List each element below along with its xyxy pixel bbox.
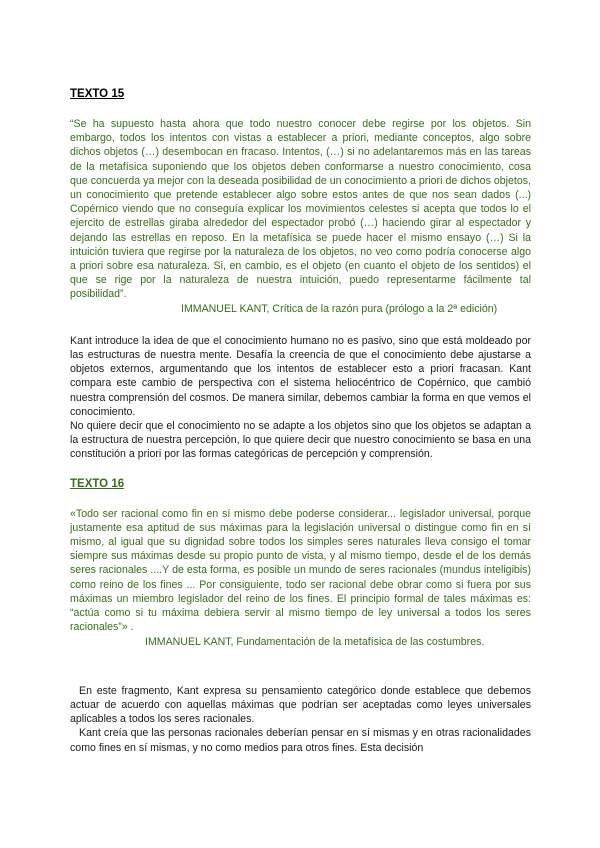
- texto-16-commentary-1: En este fragmento, Kant expresa su pensamiento categórico donde establece que debemos actuar de acuerdo con aquellas máximas que podrían ser aceptadas como leyes universales aplicables a todos los seres racionales.: [70, 684, 531, 726]
- texto-16-citation: IMMANUEL KANT, Fundamentación de la metafísica de las costumbres.: [145, 635, 485, 648]
- texto-15-commentary-2: No quiere decir que el conocimiento no se adapte a los objetos sino que los objetos se adaptan a la estructura de nuestra percepción, lo que quiere decir que nuestro conocimiento se basa en una constitución a priori por las formas categóricas de percepción y comprensión.: [70, 420, 531, 461]
- texto-15-commentary-1: Kant introduce la idea de que el conocimiento humano no es pasivo, sino que está moldeado por las estructuras de nuestra mente. Desafía la creencia de que el conocimiento debe ajustarse a objetos externos, argumentando que los intentos de establecer esto a priori fracasan. Kant compara este cambio de perspectiva con el sistema heliocéntrico de Copérnico, que cambió nuestra comprensión del cosmos. De manera similar, debemos cambiar la forma en que vemos el conocimiento.: [70, 334, 531, 418]
- texto-15-heading: TEXTO 15: [70, 88, 125, 100]
- texto-16-commentary-2: Kant creía que las personas racionales deberían pensar en sí mismas y en otras racionalidades como fines en sí mismas, y no como medios para otros fines. Esta decisión: [70, 727, 531, 754]
- texto-16-quote: «Todo ser racional como fin en sí mismo debe poderse considerar... legislador universal, porque justamente esa aptitud de sus máximas para la legislación universal o distingue como fin en sí mismo, al igual que su dignidad sobre todos los simples seres naturales lleva consigo el tomar siempre sus máximas desde su propio punto de vista, y al mismo tiempo, desde el de los demás seres racionales ....Y de esta forma, es posible un mundo de seres racionales (mundus inteligibis) como reino de los fines ... Por consiguiente, todo ser racional debe obrar como si fuera por sus máximas un miembro legislador del reino de los fines. El principio formal de tales máximas es: “actúa como si tu máxima debiera servir al mismo tiempo de ley universal a todos los seres racionales”» .: [70, 507, 531, 634]
- texto-15-citation: IMMANUEL KANT, Crítica de la razón pura (prólogo a la 2ª edición): [181, 302, 498, 315]
- texto-16-heading: TEXTO 16: [70, 477, 125, 490]
- texto-15-quote: “Se ha supuesto hasta ahora que todo nuestro conocer debe regirse por los objetos. Sin embargo, todos los intentos con vistas a establecer a priori, mediante conceptos, algo sobre dichos objetos (…) desembocan en fracaso. Intentos, (…) si no adelantaremos más en las tareas de la metafísica suponiendo que los objetos deben conformarse a nuestro conocimiento, cosa que concuerda ya mejor con la deseada posibilidad de un conocimiento a priori de dichos objetos, un conocimiento que pretende establecer algo sobre estos antes de que nos sean dados (...) Copérnico viendo que no conseguía explicar los movimientos celestes si acepta que todos lo el ejercito de estrellas giraba alrededor del espectador probó (…) haciendo girar al espectador y dejando las estrellas en reposo. En la metafísica se puede hacer el mismo ensayo (…) Si la intuición tuviera que regirse por la naturaleza de los objetos, no veo como podría conocerse algo a priori sobre esa naturaleza. Si, en cambio, es el objeto (en cuanto el objeto de los sentidos) el que se rige por la naturaleza de nuestra intuición, puedo representarme fácilmente tal posibilidad”.: [70, 118, 531, 301]
